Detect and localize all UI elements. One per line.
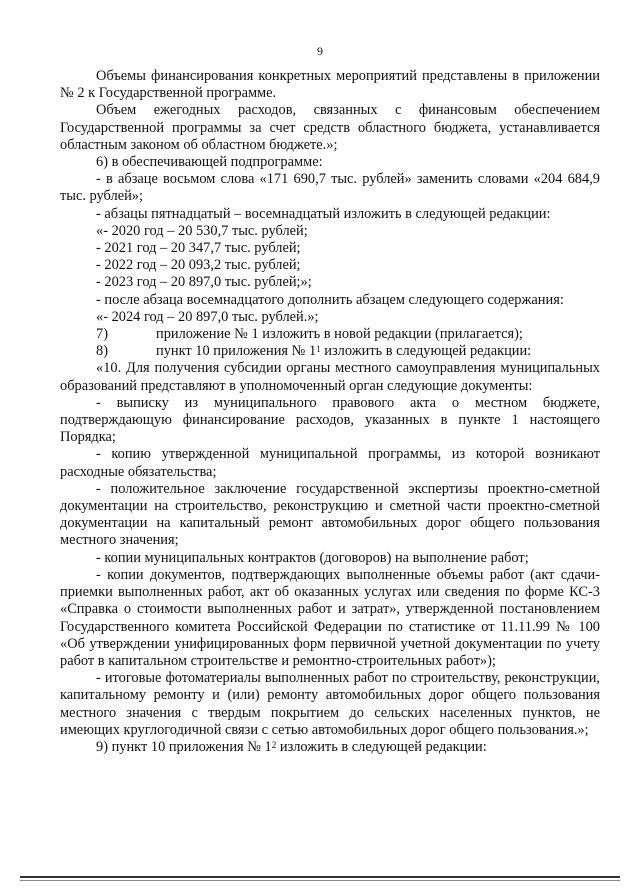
paragraph: - копии муниципальных контрактов (договоров) на выполнение работ; — [96, 549, 529, 566]
item-text-before: 9) пункт 10 приложения № 1 — [96, 738, 272, 755]
superscript: 2 — [271, 739, 277, 750]
paragraph: «10. Для получения субсидии органы местного самоуправления муниципальных образований представляют в уполномоченный орган следующие документы: — [60, 360, 600, 394]
paragraph: «- 2024 год – 20 897,0 тыс. рублей.»; — [96, 308, 319, 325]
page-bottom-rule — [20, 876, 620, 878]
paragraph: Объемы финансирования конкретных мероприятий представлены в приложении № 2 к Государственной программе. — [60, 68, 600, 102]
item-text-after: изложить в следующей редакции: — [320, 343, 532, 360]
paragraph: Объем ежегодных расходов, связанных с финансовым обеспечением Государственной программы за счет средств областного бюджета, устанавливается областным законом об областном бюджете.»; — [60, 102, 600, 153]
paragraph: - после абзаца восемнадцатого дополнить абзацем следующего содержания: — [96, 291, 564, 308]
superscript: 1 — [316, 344, 321, 355]
list-item-9 — [60, 739, 600, 756]
item-text-before: пункт 10 приложения № 1 — [156, 343, 317, 360]
paragraph: - 2023 год – 20 897,0 тыс. рублей;»; — [96, 274, 312, 291]
page-bottom-rule-shadow — [20, 880, 620, 881]
document-body — [60, 68, 600, 756]
paragraph: - положительное заключение государственной экспертизы проектно-сметной документации на строительство, реконструкцию и сметной части проектно-сметной документации на капитальный ремонт автомобильных дорог общего пользования местного значения; — [60, 480, 600, 549]
paragraph: - абзацы пятнадцатый – восемнадцатый изложить в следующей редакции: — [96, 205, 551, 222]
paragraph: - копию утвержденной муниципальной программы, из которой возникают расходные обязательства; — [60, 446, 600, 480]
item-text-after: изложить в следующей редакции: — [276, 738, 487, 755]
paragraph: «- 2020 год – 20 530,7 тыс. рублей; — [96, 222, 308, 239]
page-number: 9 — [317, 44, 323, 58]
list-item-8 — [60, 343, 600, 360]
paragraph: - 2021 год – 20 347,7 тыс. рублей; — [96, 240, 301, 257]
item-text: приложение № 1 изложить в новой редакции (прилагается); — [156, 326, 523, 343]
list-item-7 — [60, 326, 600, 343]
paragraph: - в абзаце восьмом слова «171 690,7 тыс. рублей» заменить словами «204 684,9 тыс. рублей»; — [60, 171, 600, 205]
paragraph: - копии документов, подтверждающих выполненные объемы работ (акт сдачи-приемки выполненных работ, акт об оказанных услугах или сведения по форме КС-3 «Справка о стоимости выполненных работ и затрат», утвержденной постановлением Государственного комитета Российской Федерации по статистике от 11.11.99 № 100 «Об утверждении унифицированных форм первичной учетной документации по учету работ в капитальном строительстве и ремонтно-строительных работ»); — [60, 566, 600, 669]
item-text — [156, 343, 531, 360]
paragraph: 6) в обеспечивающей подпрограмме: — [96, 154, 323, 171]
paragraph: - 2022 год – 20 093,2 тыс. рублей; — [96, 257, 301, 274]
paragraph: - итоговые фотоматериалы выполненных работ по строительству, реконструкции, капитальному ремонту и (или) ремонту автомобильных дорог общего пользования местного значения с твердым покрытием до сельских населенных пунктов, не имеющих круглогодичной связи с сетью автомобильных дорог общего пользования.»; — [60, 670, 600, 738]
item-number: 8) — [96, 343, 108, 360]
item-number: 7) — [96, 326, 108, 343]
paragraph: - выписку из муниципального правового акта о местном бюджете, подтверждающую финансирование расходов, указанных в пункте 1 настоящего Порядка; — [60, 394, 600, 446]
